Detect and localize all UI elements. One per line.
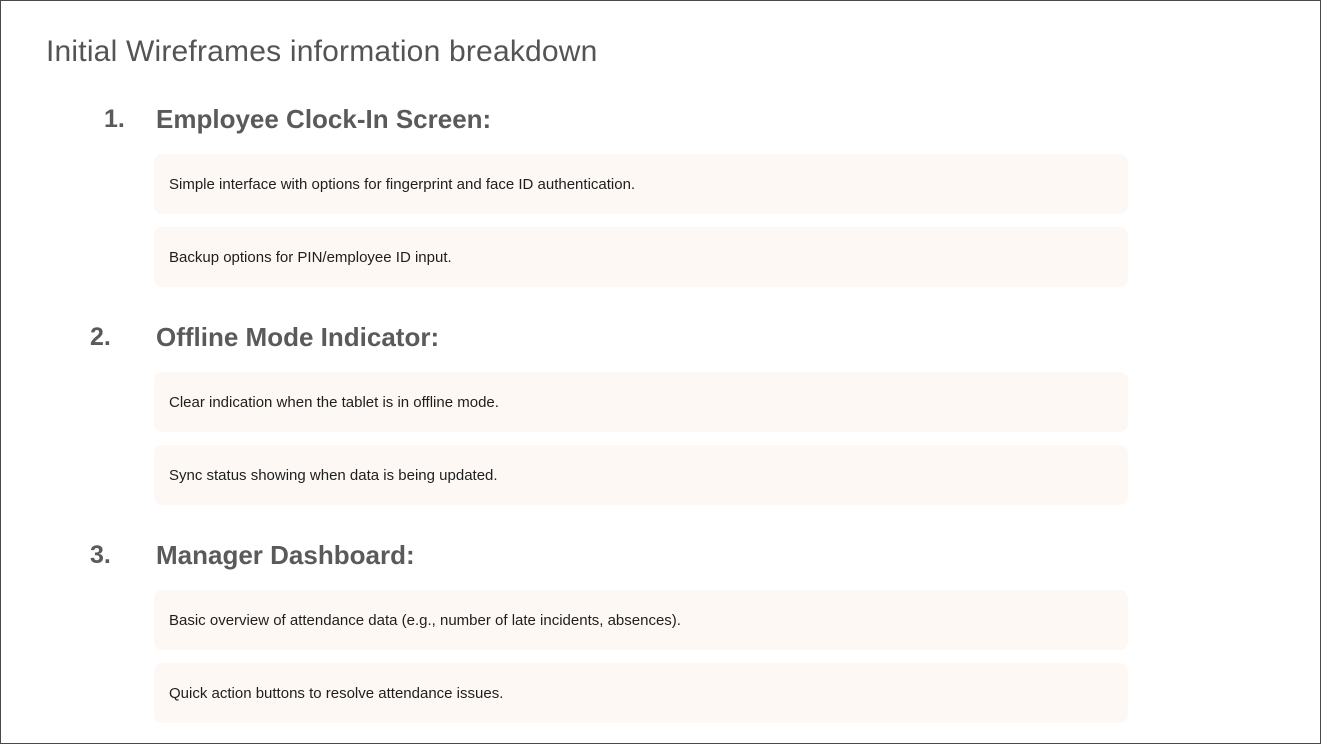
section-heading: Offline Mode Indicator: xyxy=(156,322,440,352)
info-card xyxy=(154,590,1128,650)
section-number: 2. xyxy=(90,323,111,351)
info-card xyxy=(154,227,1128,287)
section-heading: Employee Clock-In Screen: xyxy=(156,104,492,134)
section-number: 3. xyxy=(90,541,111,569)
section-number: 1. xyxy=(104,105,125,133)
info-card xyxy=(154,154,1128,214)
info-card-text: Sync status showing when data is being updated. xyxy=(169,466,498,484)
info-card xyxy=(154,372,1128,432)
info-card xyxy=(154,445,1128,505)
info-card-text: Backup options for PIN/employee ID input. xyxy=(169,248,452,266)
info-card-text: Clear indication when the tablet is in offline mode. xyxy=(169,393,499,411)
info-card-text: Simple interface with options for fingerprint and face ID authentication. xyxy=(169,175,636,193)
info-card-text: Basic overview of attendance data (e.g., number of late incidents, absences). xyxy=(169,611,681,629)
section-heading: Manager Dashboard: xyxy=(156,540,415,570)
info-card-text: Quick action buttons to resolve attendance issues. xyxy=(169,684,504,702)
info-card xyxy=(154,663,1128,723)
page-title: Initial Wireframes information breakdown xyxy=(46,35,598,68)
